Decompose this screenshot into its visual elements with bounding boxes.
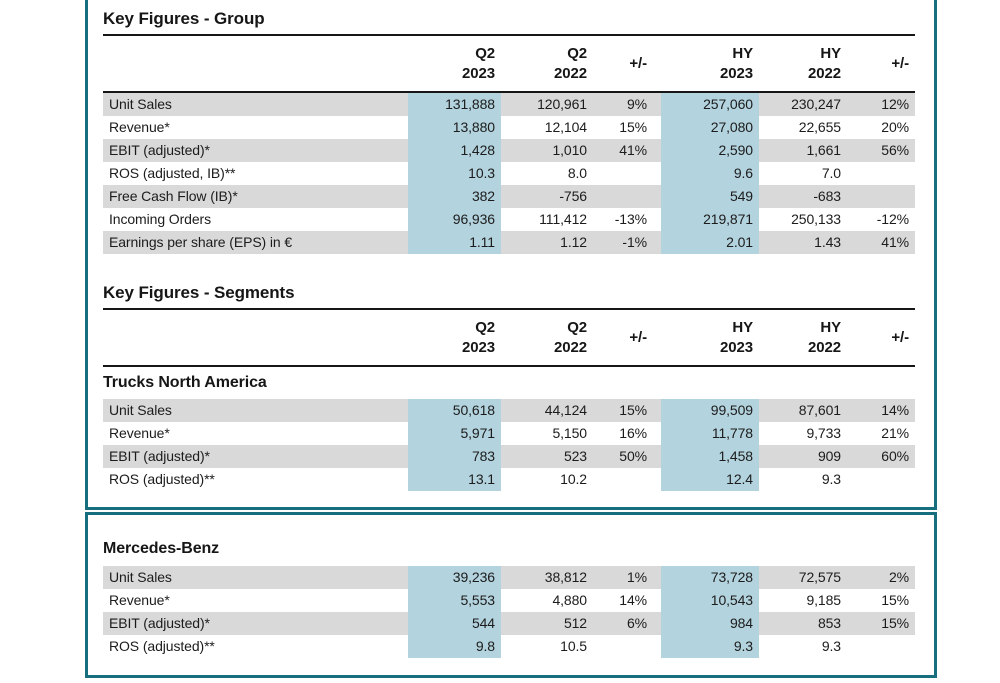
cell-value: 12,104 [544, 119, 587, 135]
row-label: ROS (adjusted)** [109, 638, 215, 654]
cell-value: 41% [619, 142, 647, 158]
table-row [103, 116, 915, 139]
cell-value: 56% [881, 142, 909, 158]
row-label: Unit Sales [109, 402, 172, 418]
cell-value: 50,618 [408, 399, 501, 422]
cell-value [847, 162, 915, 185]
group-table-body [103, 93, 915, 254]
panel-content [103, 0, 915, 491]
cell-value: 10.2 [560, 471, 587, 487]
cell-value: 15% [881, 615, 909, 631]
trucks-north-america-table-body [103, 399, 915, 491]
column-header-line: Q2 [567, 44, 587, 62]
cell-value: 219,871 [661, 208, 759, 231]
cell-value: 15% [619, 119, 647, 135]
cell-value: 12.4 [661, 468, 759, 491]
cell-value: 73,728 [661, 566, 759, 589]
cell-value: 4,880 [552, 592, 587, 608]
column-header-hy-2022 [759, 310, 847, 365]
cell-value: 5,150 [552, 425, 587, 441]
row-label: ROS (adjusted, IB)** [109, 165, 236, 181]
table-row [103, 566, 915, 589]
table-row [103, 422, 915, 445]
cell-value: 9.3 [661, 635, 759, 658]
cell-value: 111,412 [539, 211, 587, 227]
cell-value: 1,010 [552, 142, 587, 158]
cell-value: 1% [626, 569, 647, 585]
segment-name-trucks-north-america: Trucks North America [103, 374, 267, 391]
cell-value: 22,655 [798, 119, 841, 135]
column-header-line: Q2 [475, 44, 495, 62]
row-label: Revenue* [109, 425, 170, 441]
column-header-line: 2023 [462, 338, 495, 356]
column-header-delta-hy [847, 310, 915, 365]
cell-value: 2% [888, 569, 909, 585]
column-header-q2-2023 [408, 310, 501, 365]
cell-value: 257,060 [661, 93, 759, 116]
column-header-line: 2023 [462, 64, 495, 82]
cell-value: 523 [563, 448, 587, 464]
column-header-hy-2022 [759, 36, 847, 91]
column-header-q2-2022 [501, 310, 593, 365]
table-row [103, 185, 915, 208]
cell-value: 5,553 [408, 589, 501, 612]
segments-column-header-row [103, 310, 915, 365]
segment-name-mercedes-benz: Mercedes-Benz [103, 540, 220, 557]
cell-value: 27,080 [661, 116, 759, 139]
cell-value [593, 468, 653, 491]
column-header-line: +/- [891, 328, 909, 346]
header-spacer [103, 36, 408, 91]
cell-value: 1.43 [814, 234, 841, 250]
column-header-line: HY [732, 44, 753, 62]
row-label: Revenue* [109, 119, 170, 135]
cell-value: 9.3 [821, 471, 841, 487]
cell-value: 15% [881, 592, 909, 608]
cell-value: 1,428 [408, 139, 501, 162]
cell-value: -756 [559, 188, 587, 204]
cell-value: 120,961 [537, 96, 587, 112]
cell-value: 20% [881, 119, 909, 135]
column-header-q2-2023 [408, 36, 501, 91]
cell-value: 2,590 [661, 139, 759, 162]
cell-value: 14% [881, 402, 909, 418]
table-row [103, 208, 915, 231]
cell-value: 99,509 [661, 399, 759, 422]
column-header-line: 2022 [554, 64, 587, 82]
column-header-line: 2023 [720, 64, 753, 82]
cell-value: 9.6 [661, 162, 759, 185]
panel-content [103, 515, 915, 658]
cell-value: 1,661 [806, 142, 841, 158]
column-header-hy-2023 [661, 36, 759, 91]
cell-value: -12% [876, 211, 909, 227]
report-panel-mercedes-benz [85, 512, 937, 678]
cell-value: 15% [619, 402, 647, 418]
header-spacer [103, 310, 408, 365]
cell-value: -1% [622, 234, 647, 250]
table-row [103, 445, 915, 468]
cell-value: 10.5 [560, 638, 587, 654]
cell-value: 41% [881, 234, 909, 250]
cell-value [593, 635, 653, 658]
cell-value [847, 185, 915, 208]
table-row [103, 162, 915, 185]
cell-value: 13.1 [408, 468, 501, 491]
cell-value: 9,733 [806, 425, 841, 441]
cell-value: 512 [563, 615, 587, 631]
column-header-line: HY [732, 318, 753, 336]
table-row [103, 635, 915, 658]
cell-value: 96,936 [408, 208, 501, 231]
cell-value: 10.3 [408, 162, 501, 185]
column-header-line: +/- [629, 328, 647, 346]
column-header-line: Q2 [475, 318, 495, 336]
column-header-line: 2022 [808, 338, 841, 356]
cell-value: 544 [408, 612, 501, 635]
column-header-line: 2023 [720, 338, 753, 356]
row-label: Unit Sales [109, 569, 172, 585]
mercedes-benz-table-body [103, 566, 915, 658]
row-label: EBIT (adjusted)* [109, 615, 210, 631]
cell-value: 44,124 [544, 402, 587, 418]
row-label: Incoming Orders [109, 211, 211, 227]
report-panel-group-and-segments [85, 0, 937, 510]
cell-value: 549 [661, 185, 759, 208]
cell-value: 984 [661, 612, 759, 635]
cell-value: 16% [619, 425, 647, 441]
cell-value [593, 162, 653, 185]
column-header-line: +/- [891, 54, 909, 72]
segments-table-title: Key Figures - Segments [103, 283, 295, 302]
cell-value: 9,185 [806, 592, 841, 608]
cell-value: 9.8 [408, 635, 501, 658]
cell-value: 87,601 [798, 402, 841, 418]
group-column-header-row [103, 36, 915, 91]
table-row [103, 231, 915, 254]
row-label: Earnings per share (EPS) in € [109, 234, 293, 250]
cell-value: 10,543 [661, 589, 759, 612]
table-row [103, 468, 915, 491]
cell-value: 783 [408, 445, 501, 468]
cell-value: 6% [626, 615, 647, 631]
group-table-title: Key Figures - Group [103, 9, 265, 28]
table-row [103, 93, 915, 116]
row-label: EBIT (adjusted)* [109, 142, 210, 158]
column-header-line: Q2 [567, 318, 587, 336]
cell-value: 230,247 [791, 96, 841, 112]
table-row [103, 399, 915, 422]
cell-value [593, 185, 653, 208]
cell-value: 60% [881, 448, 909, 464]
cell-value: 14% [619, 592, 647, 608]
cell-value: 13,880 [408, 116, 501, 139]
row-label: Free Cash Flow (IB)* [109, 188, 238, 204]
column-header-delta-hy [847, 36, 915, 91]
column-header-line: 2022 [554, 338, 587, 356]
cell-value: 1,458 [661, 445, 759, 468]
cell-value: 38,812 [544, 569, 587, 585]
cell-value: 853 [817, 615, 841, 631]
cell-value: 9% [626, 96, 647, 112]
cell-value: 50% [619, 448, 647, 464]
cell-value: 9.3 [821, 638, 841, 654]
cell-value: -683 [813, 188, 841, 204]
cell-value: 382 [408, 185, 501, 208]
cell-value: 5,971 [408, 422, 501, 445]
cell-value: 11,778 [661, 422, 759, 445]
cell-value: 8.0 [567, 165, 587, 181]
cell-value [847, 635, 915, 658]
cell-value: -13% [614, 211, 647, 227]
cell-value: 72,575 [798, 569, 841, 585]
cell-value: 909 [817, 448, 841, 464]
column-header-line: HY [820, 318, 841, 336]
column-header-line: +/- [629, 54, 647, 72]
row-label: Unit Sales [109, 96, 172, 112]
cell-value: 250,133 [791, 211, 841, 227]
cell-value: 131,888 [408, 93, 501, 116]
table-row [103, 139, 915, 162]
column-header-delta-q2 [593, 310, 653, 365]
cell-value: 39,236 [408, 566, 501, 589]
cell-value [847, 468, 915, 491]
column-header-hy-2023 [661, 310, 759, 365]
cell-value: 7.0 [821, 165, 841, 181]
table-row [103, 612, 915, 635]
table-row [103, 589, 915, 612]
column-header-q2-2022 [501, 36, 593, 91]
row-label: ROS (adjusted)** [109, 471, 215, 487]
column-header-line: 2022 [808, 64, 841, 82]
column-header-line: HY [820, 44, 841, 62]
cell-value: 12% [881, 96, 909, 112]
cell-value: 1.12 [560, 234, 587, 250]
cell-value: 21% [881, 425, 909, 441]
column-header-delta-q2 [593, 36, 653, 91]
row-label: EBIT (adjusted)* [109, 448, 210, 464]
cell-value: 1.11 [408, 231, 501, 254]
row-label: Revenue* [109, 592, 170, 608]
cell-value: 2.01 [661, 231, 759, 254]
